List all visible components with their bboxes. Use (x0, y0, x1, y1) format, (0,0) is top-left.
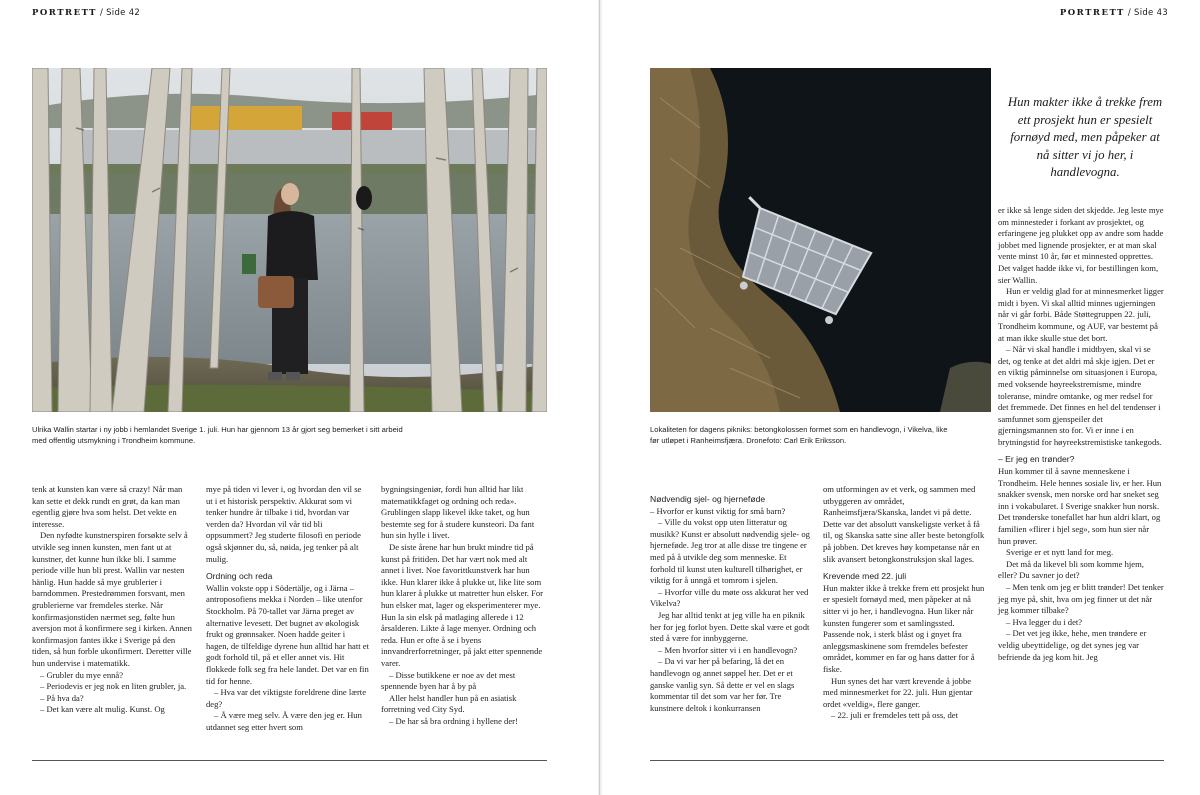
paragraph: Wallin vokste opp i Södertälje, og i Järna – antroposofiens mekka i Norden – like utenfor Stockholm. På 70-tallet var Järna preget av alternative levesett. Det bugnet av økologisk frukt og grønnsaker. Noen hadde geiter i hagen, de tilfeldige dyrene hun alltid har hatt et godt forhold til, på et eller annet vis. Hit flokkede folk seg fra hele landet. Det var en fin tid for henne. (206, 582, 369, 686)
paragraph: – Hvorfor er kunst viktig for små barn? (650, 505, 786, 516)
paragraph: – Når vi skal handle i midtbyen, skal vi se det, og tenke at det aldri må skje igjen. Det er en viktig påminnelse om situasjonen i Europa, med voksende høyreekstremisme, mindre toleranse, mindre omtanke, og mer redsel for det fremmede. Det finnes en hel del tendenser i samfunnet som gjenspeiler det gjerningsmannen sto for. Vi er inne i en brytningstid for høyreekstremistiske tankegods. (998, 344, 1162, 447)
paragraph: Det må da likevel bli som komme hjem, eller? Du savner jo det? (998, 558, 1144, 581)
paragraph: – Å være meg selv. Å være den jeg er. Hun utdannet seg etter hvert som (206, 710, 362, 732)
paragraph: – Da vi var her på befaring, lå det en handlevogn og annet søppel her. Det er et ganske vanlig syn. Så dette er vel en slags kommentar til det som var her før. Tre kunstnere deltok i konkurransen (650, 656, 795, 713)
right-column-2 (823, 484, 986, 722)
pull-quote: Hun makter ikke å trekke frem ett prosjekt hun er spesielt fornøyd med, men påpeker at nå sitter vi jo her, i handlevogna. (1007, 95, 1163, 179)
paragraph: – Det vet jeg ikke, hehe, men trøndere er veldig ubeyttidelige, og det synes jeg var befriende da jeg kom hit. Jeg (998, 628, 1147, 662)
left-bottom-rule (32, 760, 547, 761)
paragraph: – Hva legger du i det? (1006, 616, 1083, 627)
paragraph: – Ville du vokst opp uten litteratur og musikk? Kunst er absolutt nødvendig sjele- og hjerneføde. Jeg tror at alle disse tre tingene er med på å utvikle deg som menneske. Et forhold til kunst uten kulturell tilhørighet, er viktig for å unngå et tomrom i sjelen. (650, 517, 810, 586)
paragraph: Den nyfødte kunstnerspiren forsøkte selv å utvikle seg innen kunsten, men fant ut at kunstner, det kunne hun ikke bli. I samme periode ville hun bli prest. Wallin var nesten hänlig. Hun hadde så mye grublerier i barndommen. Prestedrømmen forsvant, men grublerierne var fremdeles sterke. Når konfirmasjonstiden nærmet seg, følte hun aversjon mot å konfirmere seg i kirken. Annen konfirmasjon fantes ikke i Sverige på den tiden, så hun forble ukonfirmert. Deretter ville hun undervise i matematikk. (32, 530, 192, 668)
paragraph: Hun makter ikke å trekke frem ett prosjekt hun er spesielt fornøyd med, men påpeker at nå sitter vi jo her, i handlevogna. Hun liker når kunsten fungerer som et samlingssted. Passende nok, i sterk blåst og i gnyet fra anleggsmaskinene som fremdeles befester området, kommer en far og hans datter for å fiske. (823, 582, 985, 674)
subheading: Krevende med 22. juli (823, 571, 907, 582)
left-column-2 (206, 484, 369, 733)
paragraph: Hun er veldig glad for at minnesmerket ligger midt i byen. Vi skal alltid minnes ugjerningen når vi går forbi. Både Støttegruppen 22. juli, Trondheim kommune, og AUF, var bestemt på at man ikke skulle stue det bort. (998, 286, 1164, 343)
drone-photo (650, 68, 991, 412)
paragraph: tenk at kunsten kan være så crazy! Når man kan sette et dekk rundt en grøt, da kan man egentlig gjøre hva som helst. Det vekte en interesse. (32, 484, 183, 529)
left-column-1 (32, 484, 192, 716)
left-running-header (32, 8, 140, 18)
portrait-photo (32, 68, 547, 412)
paragraph: – Men tenk om jeg er blitt trønder! Det tenker jeg mye på, shit, hva om jeg finner ut det når jeg kommer tilbake? (998, 582, 1164, 616)
drone-photo-illustration (650, 68, 991, 412)
gutter-fold (599, 0, 600, 795)
right-column-1 (650, 494, 813, 714)
paragraph: Jeg har alltid tenkt at jeg ville ha en piknik her for jeg forlot byen. Dette skal være et godt sted å være for innbyggerne. (650, 609, 810, 644)
paragraph: – Hvorfor ville du møte oss akkurat her ved Vikelva? (650, 586, 809, 609)
paragraph: om utformingen av et verk, og sammen med utbyggeren av området, Ranheimsfjæra/Skanska, landet vi på dette. Dette var det absolutt vanskeligste verket å få til, og Skanska satte sine aller beste betongfolk på jobben. Det kreves høy kompetanse når en slik avansert betongkonstruksjon skal lages. (823, 484, 985, 564)
paragraph: De siste årene har hun brukt mindre tid på kunst på fritiden. Det har vært nok med alt annet i livet. Noe favorittkunstverk har hun ikke. Hun klarer ikke å plukke ut, like lite som hun klarer å plukke ut matretter hun elsker. For hun elsker mat, lager og eksperimenterer mye. Hun la sin elsk på matlaging allerede i 12 årsalderen. Likte å lage menyer. Ordning och reda. Hun er ofte å se i byens innvandrerforretninger, på jakt etter spennende varer. (381, 541, 544, 668)
right-column-3 (998, 205, 1164, 663)
paragraph: – Grubler du mye ennå? (40, 669, 124, 680)
right-running-header (1060, 8, 1168, 18)
section-label: PORTRETT (1059, 8, 1125, 18)
paragraph: – Men hvorfor sitter vi i en handlevogn? (658, 644, 798, 655)
paragraph: er ikke så lenge siden det skjedde. Jeg leste mye om minnesteder i forkant av prosjektet, og erfaringene jeg plukket opp av andre som hadde jobbet med lignende prosjekter, er at man skal vente minst 10 år, før et minnested opprettes. Det valget hadde ikke vi, for bestillingen kom, sier Wallin. (998, 205, 1164, 285)
page-number: / Side 42 (96, 8, 141, 18)
paragraph: – De har så bra ordning i hyllene der! (389, 715, 518, 726)
paragraph: – Disse butikkene er noe av det mest spennende byen har å by på (381, 669, 516, 692)
portrait-photo-illustration (32, 68, 547, 412)
section-label: PORTRETT (32, 8, 97, 18)
page-number: / Side 43 (1124, 8, 1168, 18)
paragraph: bygningsingeniør, fordi hun alltid har likt matematikkfaget og ordning och reda». Grublingen slapp likevel ikke taket, og hun bestemte seg for å studere kunsteori. Da fant hun sin hylle i livet. (381, 484, 535, 541)
drone-caption: Lokaliteten for dagens pikniks: betongkolossen formet som en handlevogn, i Vikelva, like før utløpet i Ranheimsfjæra. Dronefoto: Carl Erik Eriksson. (650, 425, 948, 445)
paragraph: – Hva var det viktigste foreldrene dine lærte deg? (206, 687, 367, 709)
paragraph: mye på tiden vi lever i, og hvordan den vil se ut i et historisk perspektiv. Akkurat som vi tenker hundre år tilbake i tid, hvordan var verden da? Hvordan vil vår tid bli oppsummert? Jeg studerte filosofi en periode også skjønner du, så, nøida, jeg tenker på alt mulig. (206, 484, 362, 564)
right-bottom-rule (650, 760, 1164, 761)
paragraph: – På hva da? (40, 692, 84, 703)
subheading: – Er jeg en trønder? (998, 454, 1075, 465)
paragraph: Sverige er et nytt land for meg. (1006, 547, 1114, 558)
subheading: Ordning och reda (206, 571, 273, 582)
paragraph: – Det kan være alt mulig. Kunst. Og (40, 704, 165, 715)
paragraph: – 22. juli er fremdeles tett på oss, det (831, 710, 958, 721)
paragraph: Aller helst handler hun på en asiatisk forretning ved City Syd. (381, 692, 517, 715)
paragraph: Hun kommer til å savne menneskene i Trondheim. Hele hennes sosiale liv, er her. Hun snakker svensk, men norske ord har sneket seg inn i vokabularet. I Sverige snakker hun norsk. Det trønderske tonefallet har hun aldri klart, og familien «flirer i hjel seg», som hun sier når hun prøver. (998, 466, 1162, 546)
portrait-caption: Ulrika Wallin startar i ny jobb i hemlandet Sverige 1. juli. Hun har gjennom 13 år gjort seg bemerket i sitt arbeid med offentlig utsmykning i Trondheim kommune. (32, 425, 403, 445)
subheading: Nødvendig sjel- og hjerneføde (650, 494, 766, 504)
paragraph: – Periodevis er jeg nok en liten grubler, ja. (40, 681, 187, 692)
paragraph: Hun synes det har vært krevende å jobbe med minnesmerket for 22. juli. Hun gjentar ordet «veldig», flere ganger. (823, 675, 973, 709)
left-column-3 (381, 484, 547, 727)
